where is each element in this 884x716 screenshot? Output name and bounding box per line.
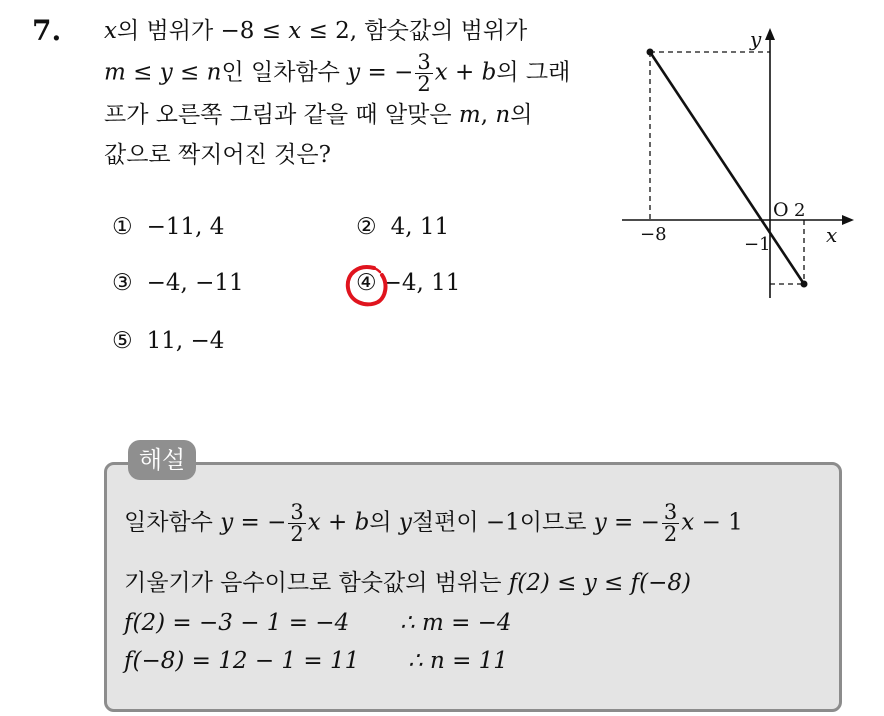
option-4[interactable]: ④ −4, 11 (356, 270, 461, 296)
explanation-line-3-conclusion: ∴ m = −4 (400, 610, 512, 636)
explanation-line-3: f(2) = −3 − 1 = −4 (124, 610, 350, 636)
question-line-3: 프가 오른쪽 그림과 같을 때 알맞은 m, n의 (104, 102, 533, 128)
question-line-1: x의 범위가 −8 ≤ x ≤ 2, 함숫값의 범위가 (104, 18, 528, 44)
option-3[interactable]: ③ −4, −11 (112, 270, 244, 296)
y-axis-label: y (750, 27, 762, 51)
function-line (650, 52, 804, 284)
option-2[interactable]: ② 4, 11 (356, 214, 450, 240)
explanation-tab: 해설 (128, 440, 196, 480)
fraction-three-halves: $\frac{3}{2}$ (417, 50, 431, 96)
explanation-line-4-conclusion: ∴ n = 11 (408, 648, 508, 674)
y-axis-arrow-icon (765, 28, 775, 40)
option-1[interactable]: ① −11, 4 (112, 214, 225, 240)
origin-label: O (773, 199, 789, 221)
tick-x-positive: 2 (794, 200, 806, 221)
answer-circle-icon (344, 262, 390, 308)
option-5[interactable]: ⑤ 11, −4 (112, 328, 225, 354)
tick-x-negative: −8 (640, 224, 667, 245)
x-axis-label: x (826, 223, 838, 247)
x-axis-arrow-icon (842, 215, 854, 225)
function-graph (610, 20, 860, 310)
explanation-line-2: 기울기가 음수이므로 함숫값의 범위는 f(2) ≤ y ≤ f(−8) (124, 570, 691, 596)
question-line-4: 값으로 짝지어진 것은? (104, 142, 331, 168)
explanation-line-1: 일차함수 y = − $\frac{3}{2}$ x + b의 y절편이 −1이므로 y = − $\frac{3}{2}$ x − 1 (124, 500, 743, 546)
endpoint-right (801, 281, 808, 288)
endpoint-left (647, 49, 654, 56)
explanation-line-4: f(−8) = 12 − 1 = 11 (124, 648, 360, 674)
question-line-2: m ≤ y ≤ n인 일차함수 y = − $\frac{3}{2}$ x + b의 그래 (104, 50, 571, 96)
tick-y: −1 (744, 234, 771, 255)
question-number: 7. (32, 14, 62, 47)
